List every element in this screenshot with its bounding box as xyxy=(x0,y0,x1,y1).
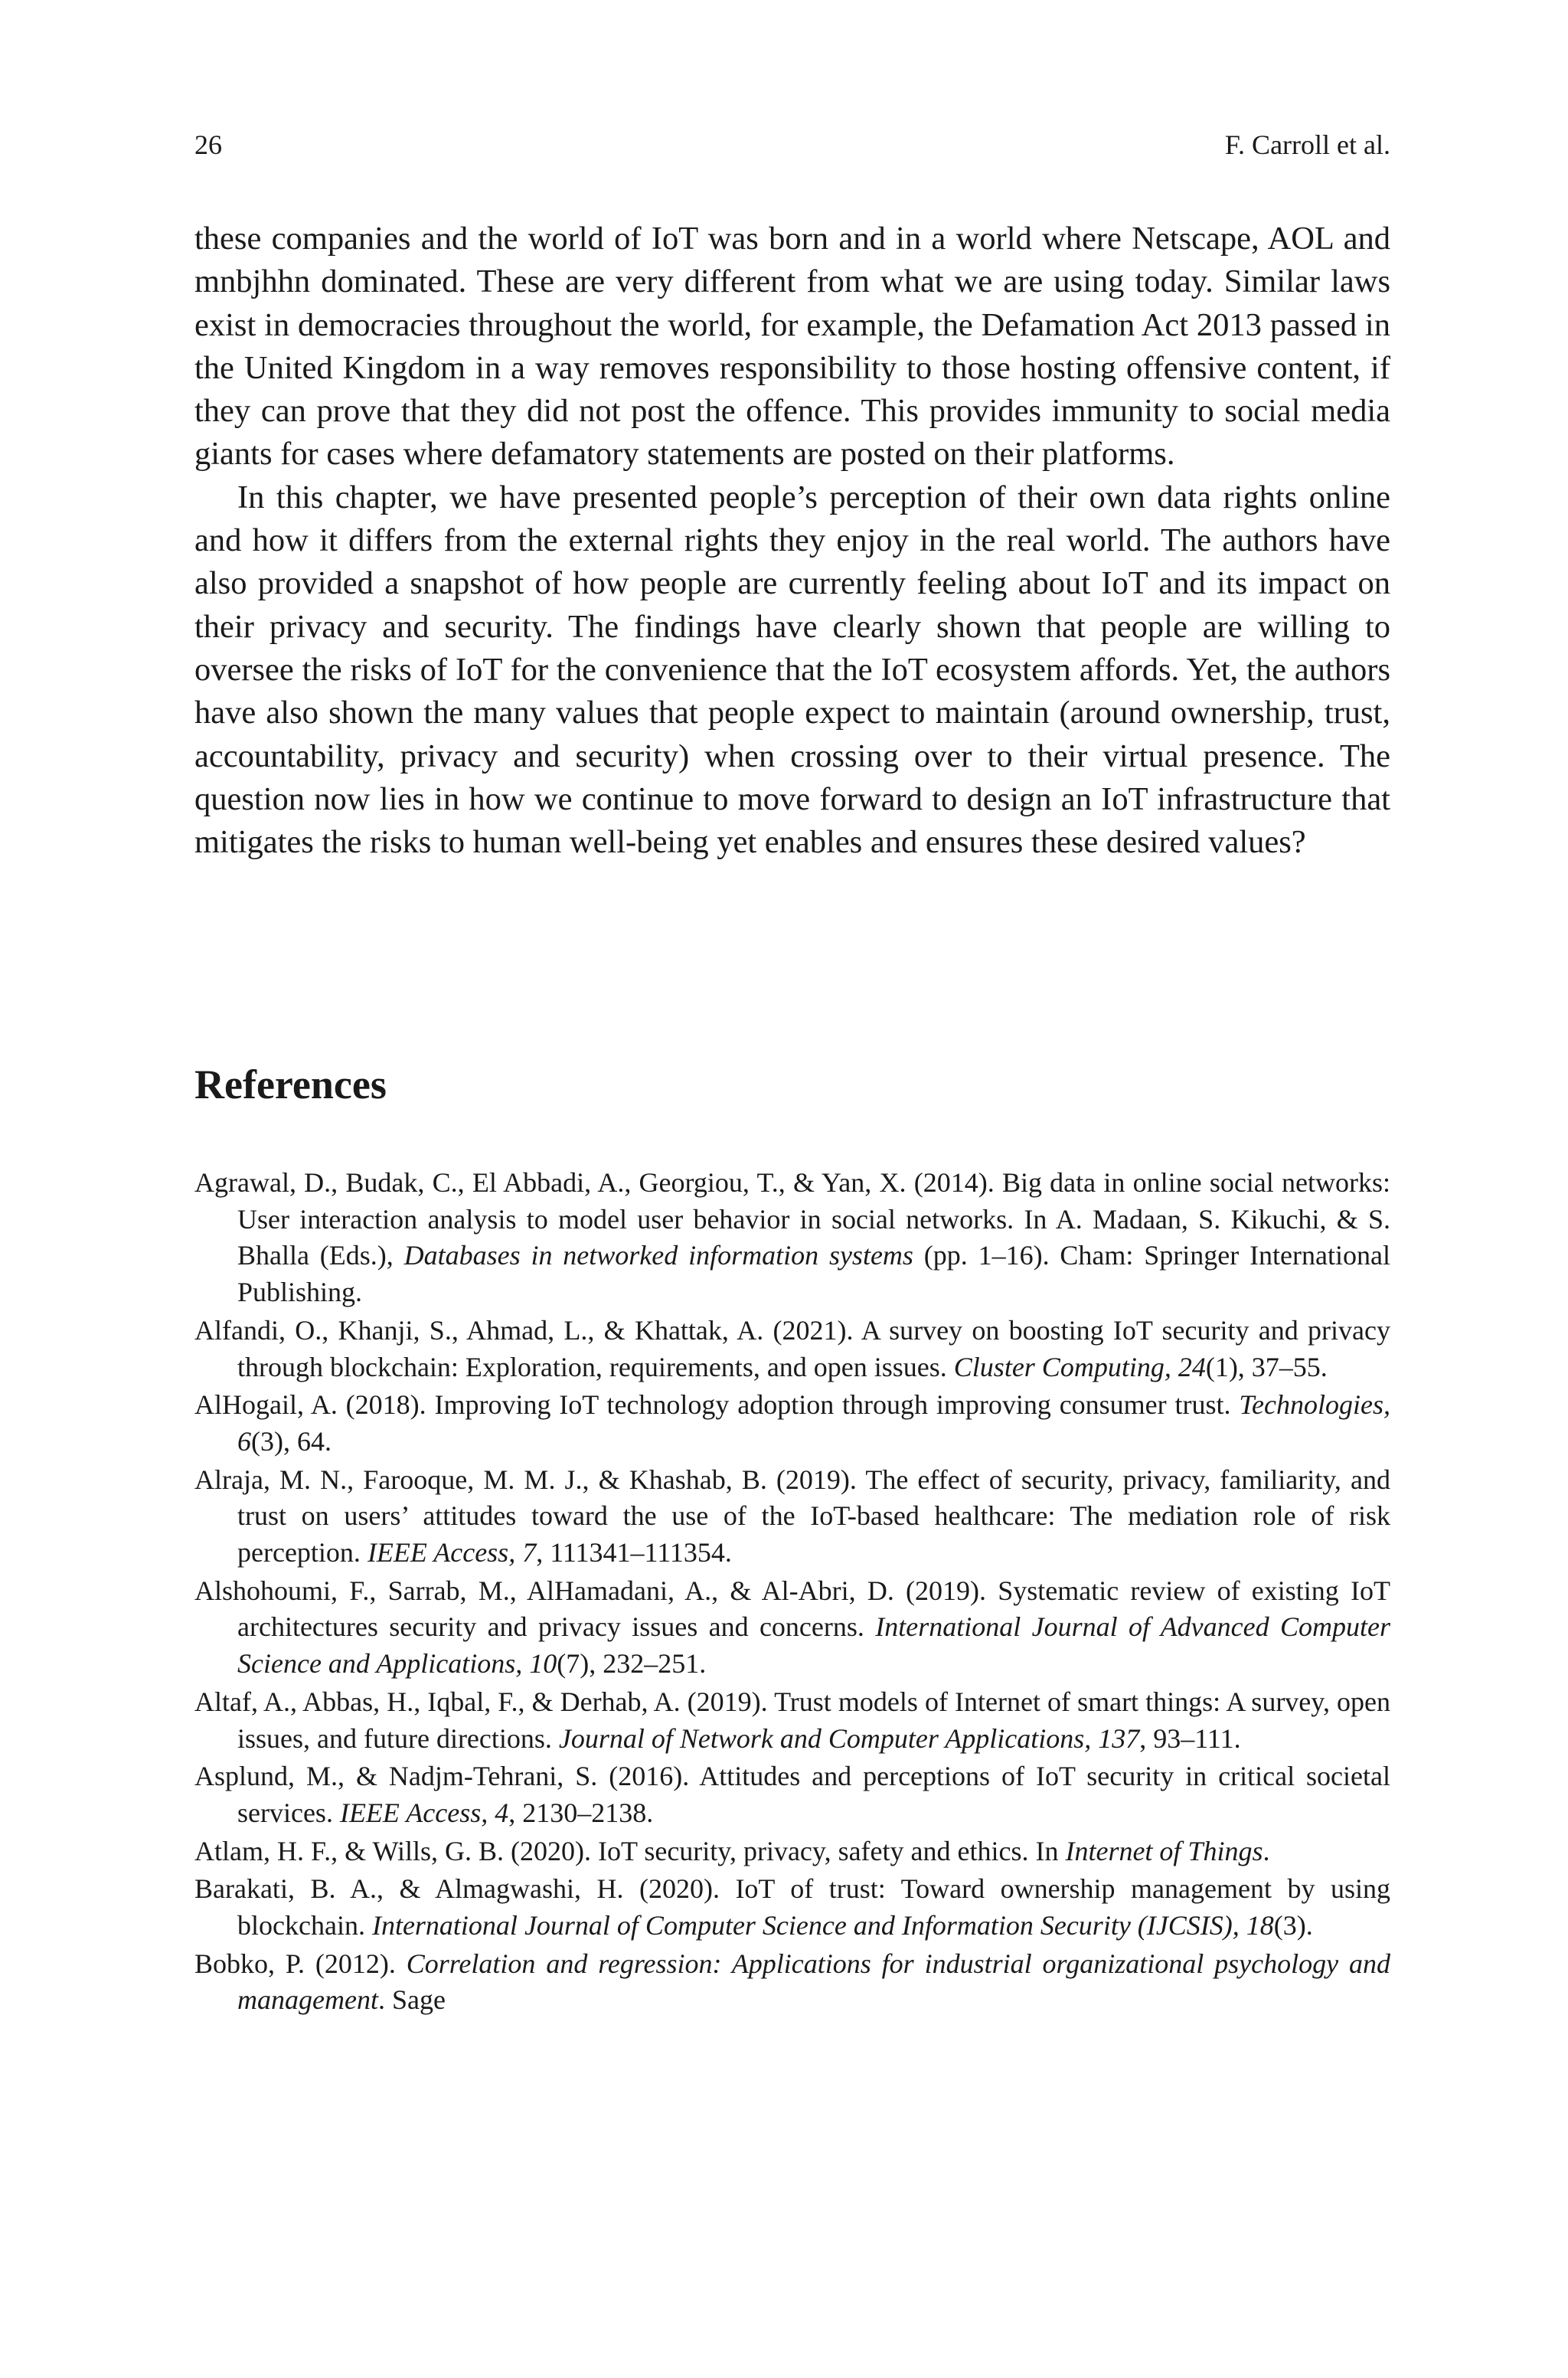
reference-item xyxy=(194,1684,1390,1757)
reference-item xyxy=(194,1758,1390,1831)
reference-text: Alshohoumi, F., Sarrab, M., AlHamadani, A., & Al-Abri, D. (2019). Systematic review of existing IoT architectures security and privacy issues and concerns. xyxy=(194,1575,1390,1643)
reference-text: . xyxy=(1263,1835,1270,1866)
reference-text: Altaf, A., Abbas, H., Iqbal, F., & Derhab, A. (2019). Trust models of Internet of smart things: A survey, open issues, and future directions. xyxy=(194,1686,1390,1754)
reference-item xyxy=(194,1833,1390,1870)
reference-text: , 2130–2138. xyxy=(508,1797,654,1828)
reference-text: Barakati, B. A., & Almagwashi, H. (2020). IoT of trust: Toward ownership management by using blockchain. xyxy=(194,1873,1390,1941)
reference-text: Alraja, M. N., Farooque, M. M. J., & Khashab, B. (2019). The effect of security, privacy, familiarity, and trust on users’ attitudes toward the use of the IoT-based healthcare: The mediation role of risk perception. xyxy=(194,1464,1390,1568)
book-page xyxy=(194,0,1390,2378)
reference-source-italic: Technologies, 6 xyxy=(237,1389,1390,1457)
reference-item xyxy=(194,1946,1390,2019)
reference-text: (pp. 1–16). Cham: Springer International Publishing. xyxy=(237,1240,1390,1308)
reference-text: (3). xyxy=(1273,1910,1313,1941)
reference-text: , 111341–111354. xyxy=(536,1537,732,1568)
running-header xyxy=(194,127,1390,162)
references-heading: References xyxy=(194,1061,387,1107)
reference-text: Bobko, P. (2012). xyxy=(194,1948,407,1979)
reference-text: (3), 64. xyxy=(251,1425,332,1457)
reference-source-italic: IEEE Access, 7 xyxy=(367,1537,537,1568)
reference-source-italic: International Journal of Computer Science and Information Security (IJCSIS), 18 xyxy=(371,1910,1274,1941)
body-paragraph: these companies and the world of IoT was born and in a world where Netscape, AOL and mnbjhhn dominated. These are very different from what we are using today. Similar laws exist in democracies throughout the world, for example, the Defamation Act 2013 passed in the United Kingdom in a way removes responsibility to those hosting offensive content, if they can prove that they did not post the offence. This provides immunity to social media giants for cases where defamatory statements are posted on their platforms. xyxy=(194,221,1390,473)
body-text xyxy=(194,218,1390,864)
reference-text: Asplund, M., & Nadjm-Tehrani, S. (2016). Attitudes and perceptions of IoT security in critical societal services. xyxy=(194,1761,1390,1828)
reference-text: (7), 232–251. xyxy=(557,1648,707,1680)
reference-item xyxy=(194,1387,1390,1460)
reference-source-italic: Internet of Things xyxy=(1065,1835,1263,1866)
reference-text: AlHogail, A. (2018). Improving IoT technology adoption through improving consumer trust. xyxy=(194,1389,1240,1421)
reference-text: . Sage xyxy=(377,1984,446,2016)
reference-text: Agrawal, D., Budak, C., El Abbadi, A., Georgiou, T., & Yan, X. (2014). Big data in online social networks: User interaction analysis to model user behavior in social networks. In A. Madaan, S. Kikuchi, & S. Bhalla (Eds.), xyxy=(194,1167,1390,1271)
reference-item xyxy=(194,1462,1390,1572)
reference-source-italic: Databases in networked information systems xyxy=(403,1240,913,1271)
page-number: 26 xyxy=(194,129,222,160)
reference-text: Alfandi, O., Khanji, S., Ahmad, L., & Khattak, A. (2021). A survey on boosting IoT security and privacy through blockchain: Exploration, requirements, and open issues. xyxy=(194,1314,1390,1382)
reference-source-italic: Journal of Network and Computer Applications, 137 xyxy=(558,1722,1140,1754)
reference-source-italic: Cluster Computing, 24 xyxy=(953,1351,1206,1382)
reference-source-italic: IEEE Access, 4 xyxy=(339,1797,509,1828)
body-paragraph: In this chapter, we have presented people’s perception of their own data rights online and how it differs from the external rights they enjoy in the real world. The authors have also provided a snapshot of how people are currently feeling about IoT and its impact on their privacy and security. The findings have clearly shown that people are willing to oversee the risks of IoT for the convenience that the IoT ecosystem affords. Yet, the authors have also shown the many values that people expect to maintain (around ownership, trust, accountability, privacy and security) when crossing over to their virtual presence. The question now lies in how we continue to move forward to design an IoT infrastructure that mitigates the risks to human well-being yet enables and ensures these desired values? xyxy=(194,479,1390,861)
reference-item xyxy=(194,1871,1390,1944)
reference-list xyxy=(194,1165,1390,2020)
reference-text: , 93–111. xyxy=(1139,1722,1241,1754)
reference-item xyxy=(194,1165,1390,1311)
reference-source-italic: Correlation and regression: Applications for industrial organizational psychology and management xyxy=(237,1948,1390,2016)
reference-item xyxy=(194,1573,1390,1683)
reference-item xyxy=(194,1313,1390,1385)
reference-source-italic: International Journal of Advanced Computer Science and Applications, 10 xyxy=(237,1611,1390,1680)
reference-text: Atlam, H. F., & Wills, G. B. (2020). IoT security, privacy, safety and ethics. In xyxy=(194,1835,1066,1866)
reference-text: (1), 37–55. xyxy=(1205,1351,1328,1382)
running-head-authors: F. Carroll et al. xyxy=(1224,129,1390,160)
